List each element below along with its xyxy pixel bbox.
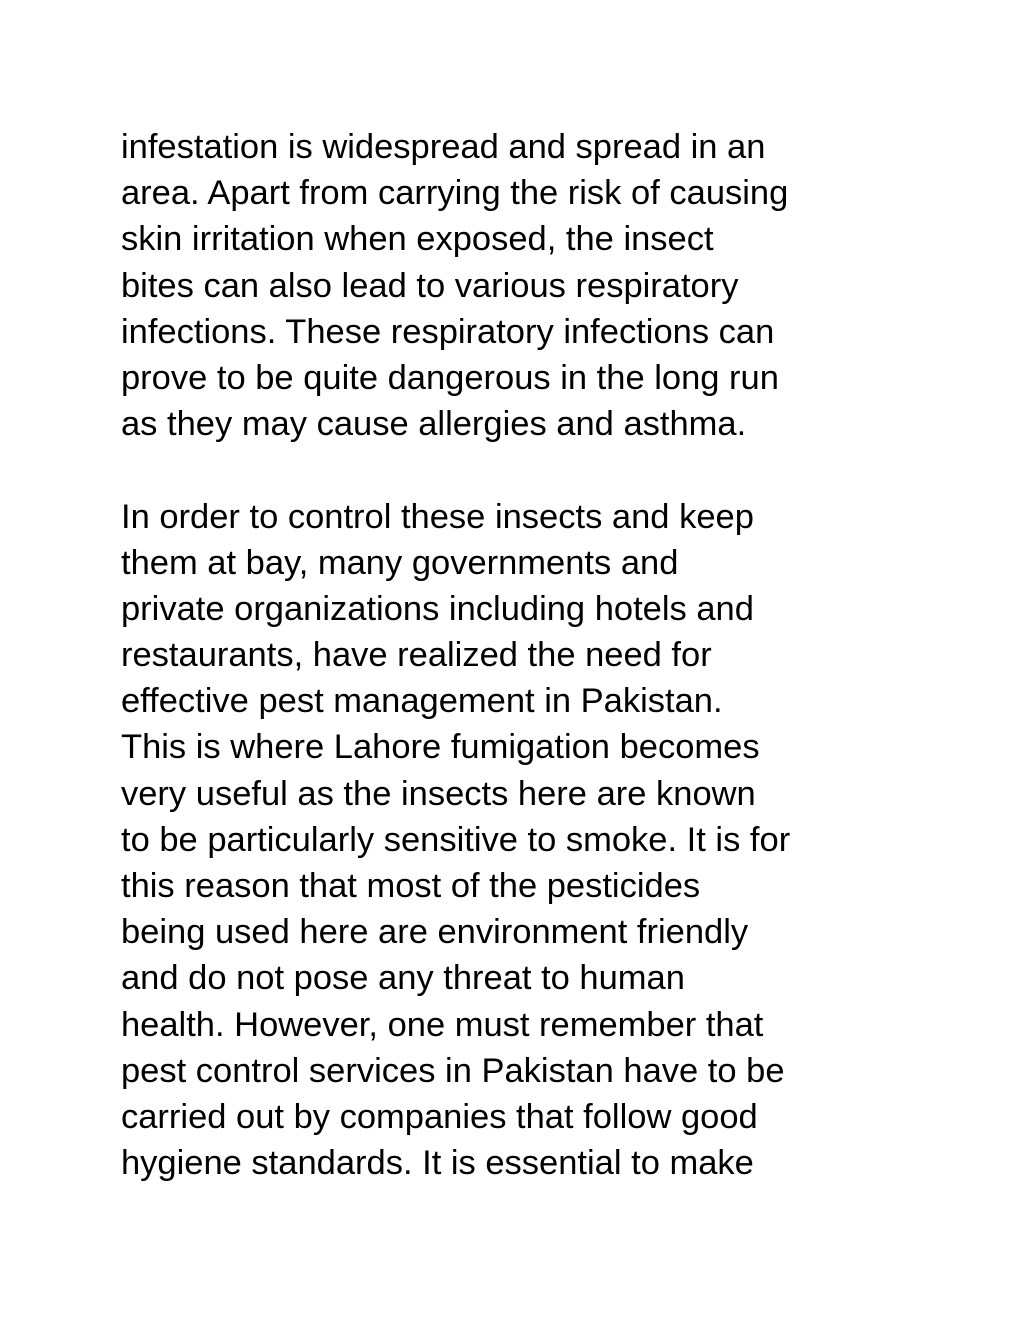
text-line: infestation is widespread and spread in an: [121, 128, 766, 166]
paragraph-spacer: [121, 447, 921, 493]
text-line: bites can also lead to various respiratory: [121, 266, 739, 305]
text-line: pest control services in Pakistan have to be: [121, 1051, 785, 1090]
body-text: [121, 124, 921, 1186]
text-line: This is where Lahore fumigation becomes: [121, 728, 760, 767]
text-line: carried out by companies that follow good: [121, 1097, 758, 1136]
text-line: very useful as the insects here are known: [121, 774, 756, 813]
text-line: hygiene standards. It is essential to make: [121, 1144, 754, 1183]
text-line: and do not pose any threat to human: [121, 959, 685, 998]
text-line: restaurants, have realized the need for: [121, 636, 712, 675]
text-line: this reason that most of the pesticides: [121, 867, 701, 905]
text-line: area. Apart from carrying the risk of causing: [121, 174, 789, 213]
text-line: them at bay, many governments and: [121, 543, 679, 582]
text-line: prove to be quite dangerous in the long run: [121, 358, 779, 397]
text-line: infections. These respiratory infections can: [121, 312, 775, 351]
paragraph-1: [121, 124, 921, 447]
text-line: being used here are environment friendly: [121, 913, 749, 952]
paragraph-2: [121, 494, 921, 1187]
text-line: to be particularly sensitive to smoke. It is for: [121, 820, 791, 859]
text-line: health. However, one must remember that: [121, 1005, 764, 1044]
text-line: skin irritation when exposed, the insect: [121, 220, 714, 259]
text-line: as they may cause allergies and asthma.: [121, 405, 747, 444]
text-line: effective pest management in Pakistan.: [121, 682, 723, 721]
text-line: In order to control these insects and keep: [121, 497, 754, 536]
text-line: private organizations including hotels and: [121, 589, 754, 628]
